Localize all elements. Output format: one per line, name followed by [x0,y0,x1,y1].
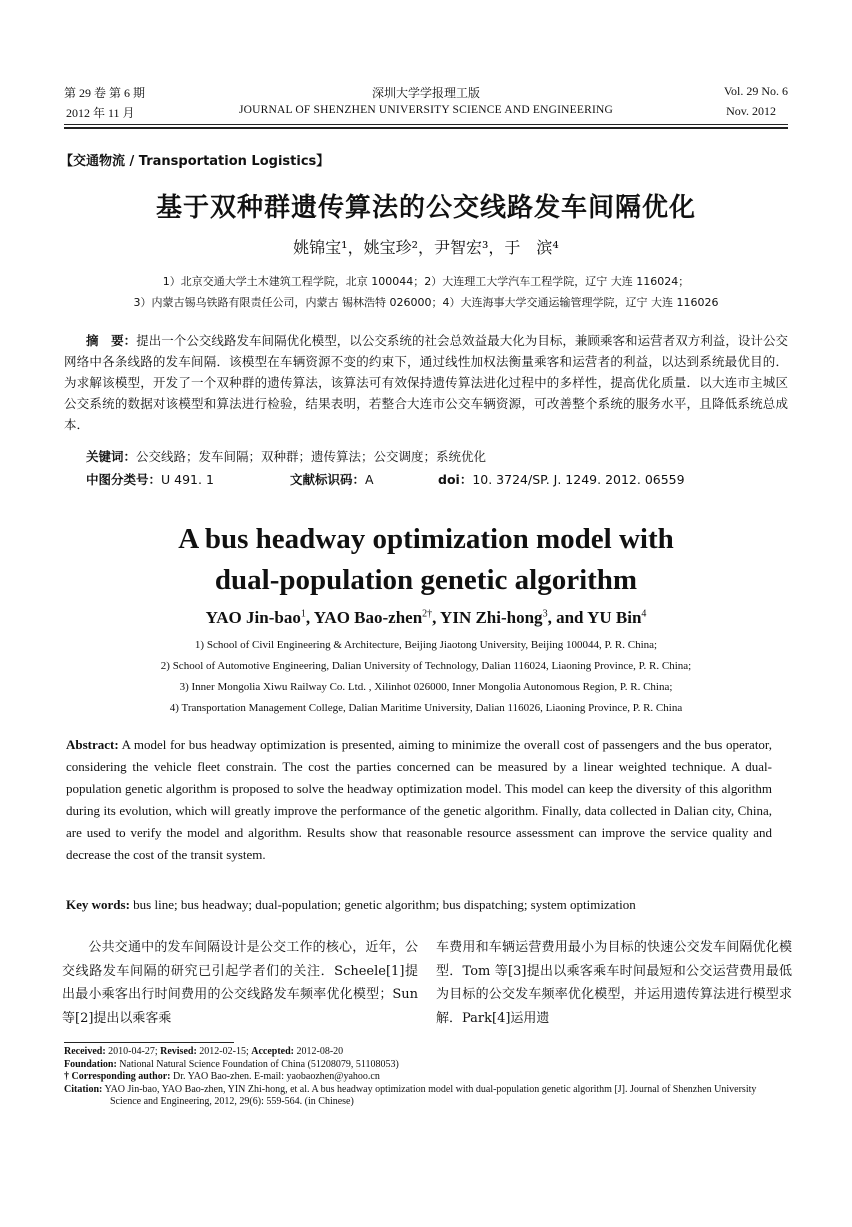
cn-keywords-text: 公交线路；发车间隔；双种群；遗传算法；公交调度；系统优化 [136,449,487,464]
en-keywords-label: Key words: [66,897,130,912]
date-cn: 2012 年 11 月 [66,106,135,120]
en-author-sup: 3 [542,608,548,620]
en-author-sep: , [432,608,441,627]
corresponding-author-line [64,1071,788,1084]
en-author: YAO Bao-zhen [313,608,423,627]
received-label: Received: [64,1046,106,1057]
received-line [64,1046,788,1059]
en-author-sup: 1 [300,608,306,620]
issue-cn: 第 29 卷 第 6 期 [64,86,146,100]
corresponding-author-value: Dr. YAO Bao-zhen. E-mail: yaobaozhen@yahoo.cn [170,1071,380,1082]
doc-code [290,470,374,488]
doi [438,470,685,488]
cn-keywords-label: 关键词： [86,449,137,464]
cn-classification [86,470,214,488]
en-title-line-2: dual-population genetic algorithm [214,564,638,596]
cn-title: 基于双种群遗传算法的公交线路发车间隔优化 [155,193,696,223]
clc-label: 中图分类号： [86,472,162,487]
doc-code-value: A [365,472,374,487]
journal-en: JOURNAL OF SHENZHEN UNIVERSITY SCIENCE AND ENGINEERING [238,104,614,116]
en-abstract [66,734,772,866]
en-abstract-text: A model for bus headway optimization is presented, aiming to minimize the overall cost of passengers and the bus operator, considering the vehicle fleet constrain. The cost the parties concerned can be measured by a linear weighted technique. A dual-population genetic algorithm is proposed to solve the headway optimization model. This model can keep the diversity of this algorithm during its evolution, which will greatly improve the performance of the genetic algorithm. Finally, data collected in Dalian city, China, are used to verify the model and algorithm. Results show that reasonable resource assessment can improve the service quality and decrease the cost of the transit system. [66,737,772,862]
en-author: YU Bin [587,608,642,627]
revised-value: 2012-02-15; [196,1046,249,1057]
body-column-right: 车费用和车辆运营费用最小为目标的快速公交发车间隔优化模型．Tom 等[3]提出以乘客乘车时间最短和公交运营费用最低为目标的公交发车频率优化模型，并运用遗传算法进行模型求解．Park[4]运用遗 [436,940,792,1026]
cn-affiliation-1: 1）北京交通大学土木建筑工程学院，北京 100044；2）大连理工大学汽车工程学院，辽宁 大连 116024； [162,275,690,288]
body-column-left: 公共交通中的发车间隔设计是公交工作的核心，近年，公交线路发车间隔的研究已引起学者们的关注．Scheele[1]提出最小乘客出行时间费用的公交线路发车频率优化模型；Sun 等[2]提出以乘客乘 [62,940,418,1026]
cn-abstract-text: 提出一个公交线路发车间隔优化模型，以公交系统的社会总效益最大化为目标，兼顾乘客和运营者双方利益，设计公交网络中各条线路的发车间隔．该模型在车辆资源不变的约束下，通过线性加权法衡量乘客和运营者的利益，以达到系统最优目的．为求解该模型，开发了一个双种群的遗传算法，该算法可有效保持遗传算法进化过程中的多样性，提高优化质量．以大连市主城区公交系统的数据对该模型和算法进行检验，结果表明，若整合大连市公交车辆资源，可改善整个系统的服务水平，且降低系统总成本． [64,333,788,432]
en-author-sup: 2† [422,608,433,620]
doi-label: doi： [438,472,473,487]
doi-value: 10. 3724/SP. J. 1249. 2012. 06559 [472,472,685,487]
cn-keywords [86,447,486,465]
cn-authors: 姚锦宝¹，姚宝珍²，尹智宏³，于 滨⁴ [293,238,559,257]
en-keywords [66,894,772,916]
en-abstract-label: Abstract: [66,737,119,752]
footnotes [64,1046,788,1109]
accepted-label: Accepted: [251,1046,294,1057]
doc-code-label: 文献标识码： [290,472,366,487]
en-author-sep: , and [547,608,588,627]
revised-label: Revised: [160,1046,197,1057]
date-en: Nov. 2012 [726,104,776,118]
footnote-rule [64,1042,234,1043]
accepted-value: 2012-08-20 [294,1046,344,1057]
header-rule-thin [64,124,788,125]
journal-cn: 深圳大学学报理工版 [371,86,480,100]
en-author: YAO Jin-bao [205,608,301,627]
en-affiliation-2: 2) School of Automotive Engineering, Dalian University of Technology, Dalian 116024, Liaoning Province, P. R. China; [160,660,692,672]
en-author-sep: , [305,608,314,627]
en-keywords-text: bus line; bus headway; dual-population; genetic algorithm; bus dispatching; system optimization [129,897,636,912]
section-tag: 【交通物流 / Transportation Logistics】 [60,154,330,169]
corresponding-author-label: † Corresponding author: [64,1071,171,1082]
citation-label: Citation: [64,1083,103,1095]
cn-affiliation-2: 3）内蒙古锡乌铁路有限责任公司，内蒙古 锡林浩特 026000；4）大连海事大学交通运输管理学院，辽宁 大连 116026 [133,296,719,309]
en-author-sup: 4 [641,608,647,620]
cn-abstract [64,330,788,435]
citation-line [64,1084,788,1109]
citation-value: YAO Jin-bao, YAO Bao-zhen, YIN Zhi-hong, et al. A bus headway optimization model with dual-population genetic algorithm [J]. Journal of Shenzhen University Science and Engineering, 2012, 29(6): 559-564. (in Chinese) [102,1083,757,1107]
en-affiliation-4: 4) Transportation Management College, Dalian Maritime University, Dalian 116026, Liaoning Province, P. R. China [169,702,683,714]
received-value: 2010-04-27; [105,1046,158,1057]
clc-value: U 491. 1 [161,472,214,487]
cn-abstract-label: 摘 要： [86,333,137,348]
foundation-value: National Natural Science Foundation of China (51208079, 51108053) [116,1058,399,1070]
en-affiliation-3: 3) Inner Mongolia Xiwu Railway Co. Ltd. , Xilinhot 026000, Inner Mongolia Autonomous Region, P. R. China; [179,681,673,693]
foundation-label: Foundation: [64,1058,117,1070]
foundation-line [64,1059,788,1072]
header-rule-thick [64,127,788,129]
volume-en: Vol. 29 No. 6 [723,84,788,98]
en-authors [0,608,852,628]
en-author: YIN Zhi-hong [440,608,543,627]
en-affiliation-1: 1) School of Civil Engineering & Architecture, Beijing Jiaotong University, Beijing 100044, P. R. China; [194,639,658,651]
en-title-line-1: A bus headway optimization model with [178,523,674,555]
